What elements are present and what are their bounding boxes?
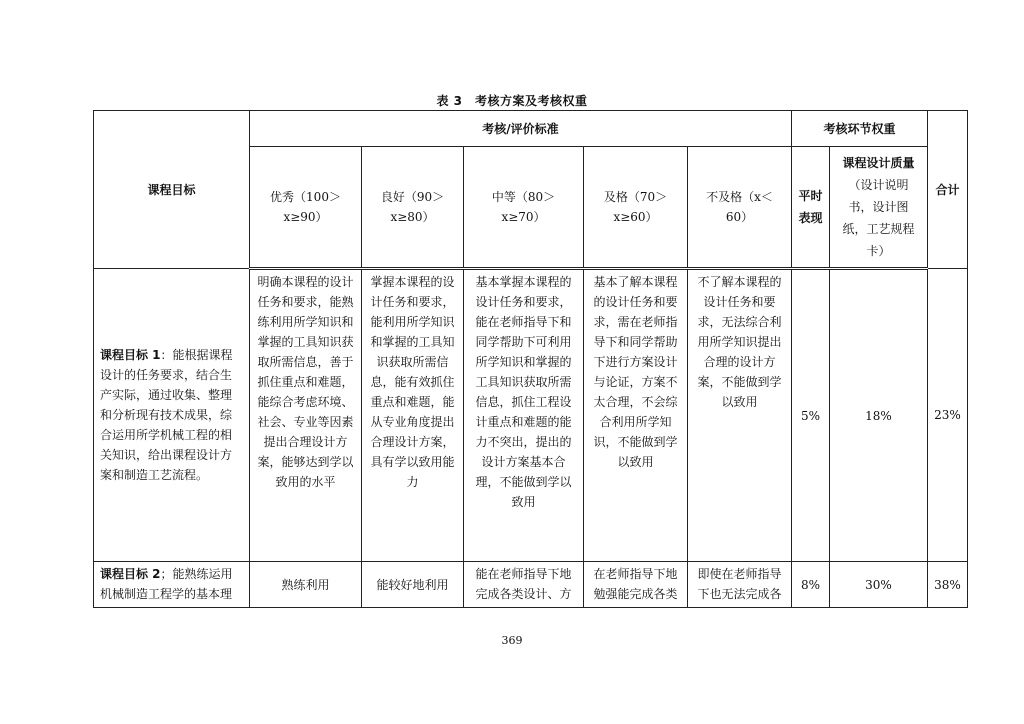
goal-1-total-weight: 23% <box>928 269 968 562</box>
header-goal: 课程目标 <box>94 111 250 269</box>
goal-2-design-weight: 30% <box>830 562 928 608</box>
goal-1-medium: 基本掌握本课程的设计任务和要求，能在老师指导下和同学帮助下可利用所学知识和掌握的工具知识获取所需信息，抓住工程设计重点和难题的能力不突出，提出的设计方案基本合理，不能做到学以致用 <box>464 269 584 562</box>
header-weights: 考核环节权重 <box>792 111 928 147</box>
header-regular <box>792 147 830 269</box>
header-design-quality <box>830 147 928 269</box>
header-criteria: 考核/评价标准 <box>250 111 792 147</box>
header-grade-medium <box>464 147 584 269</box>
goal-2-text: ；能熟练运用机械制造工程学的基本理 <box>100 567 233 601</box>
goal-2-excellent: 熟练利用 <box>250 562 362 608</box>
goal-1-pass: 基本了解本课程的设计任务和要求，需在老师指导下和同学帮助下进行方案设计与论证，方案不太合理，不会综合利用所学知识，不能做到学以致用 <box>584 269 688 562</box>
design-quality-note-2: 书，设计图 <box>848 200 909 214</box>
table-row <box>94 562 968 608</box>
assessment-table <box>93 110 968 608</box>
grade-good-line2: x≥80） <box>390 210 435 224</box>
grade-medium-line2: x≥70） <box>501 210 546 224</box>
grade-medium-line1: 中等（80＞ <box>491 190 556 204</box>
table-caption: 表 3 考核方案及考核权重 <box>436 94 588 108</box>
goal-1-fail: 不了解本课程的设计任务和要求，无法综合利用所学知识提出合理的设计方案，不能做到学以致用 <box>688 269 792 562</box>
grade-excellent-line1: 优秀（100＞ <box>270 190 341 204</box>
grade-pass-line2: x≥60） <box>613 210 658 224</box>
design-quality-title: 课程设计质量 <box>842 156 915 170</box>
grade-excellent-line2: x≥90） <box>283 210 328 224</box>
grade-fail-line1: 不及格（x＜ <box>706 190 773 204</box>
page-number: 369 <box>501 634 523 647</box>
goal-1-cell <box>94 269 250 562</box>
goal-2-cell <box>94 562 250 608</box>
header-grade-good <box>362 147 464 269</box>
grade-pass-line1: 及格（70＞ <box>603 190 668 204</box>
design-quality-note-1: （设计说明 <box>848 178 909 192</box>
goal-1-title: 课程目标 1 <box>100 348 161 362</box>
header-grade-excellent <box>250 147 362 269</box>
goal-1-good: 掌握本课程的设计任务和要求，能利用所学知识和掌握的工具知识获取所需信息，能有效抓住重点和难题，能从专业角度提出合理设计方案，具有学以致用能力 <box>362 269 464 562</box>
grade-good-line1: 良好（90＞ <box>380 190 445 204</box>
goal-1-excellent: 明确本课程的设计任务和要求，能熟练利用所学知识和掌握的工具知识获取所需信息，善于抓住重点和难题，能综合考虑环境、社会、专业等因素提出合理设计方案，能够达到学以致用的水平 <box>250 269 362 562</box>
table-row <box>94 269 968 562</box>
goal-1-design-weight: 18% <box>830 269 928 562</box>
regular-line1: 平时 <box>798 189 823 203</box>
goal-2-pass: 在老师指导下地勉强能完成各类 <box>584 562 688 608</box>
goal-2-total-weight: 38% <box>928 562 968 608</box>
grade-fail-line2: 60） <box>725 210 754 224</box>
goal-2-title: 课程目标 2 <box>100 567 161 581</box>
design-quality-note-3: 纸，工艺规程 <box>842 222 915 236</box>
goal-2-regular-weight: 8% <box>792 562 830 608</box>
header-grade-fail <box>688 147 792 269</box>
goal-2-medium: 能在老师指导下地完成各类设计、方 <box>464 562 584 608</box>
design-quality-note-4: 卡） <box>866 244 891 258</box>
goal-2-good: 能较好地利用 <box>362 562 464 608</box>
header-total: 合计 <box>928 111 968 269</box>
regular-line2: 表现 <box>798 211 823 225</box>
goal-2-fail: 即使在老师指导下也无法完成各 <box>688 562 792 608</box>
goal-1-text: ：能根据课程设计的任务要求，结合生产实际，通过收集、整理和分析现有技术成果，综合运用所学机械工程的相关知识，给出课程设计方案和制造工艺流程。 <box>100 348 233 482</box>
goal-1-regular-weight: 5% <box>792 269 830 562</box>
header-grade-pass <box>584 147 688 269</box>
